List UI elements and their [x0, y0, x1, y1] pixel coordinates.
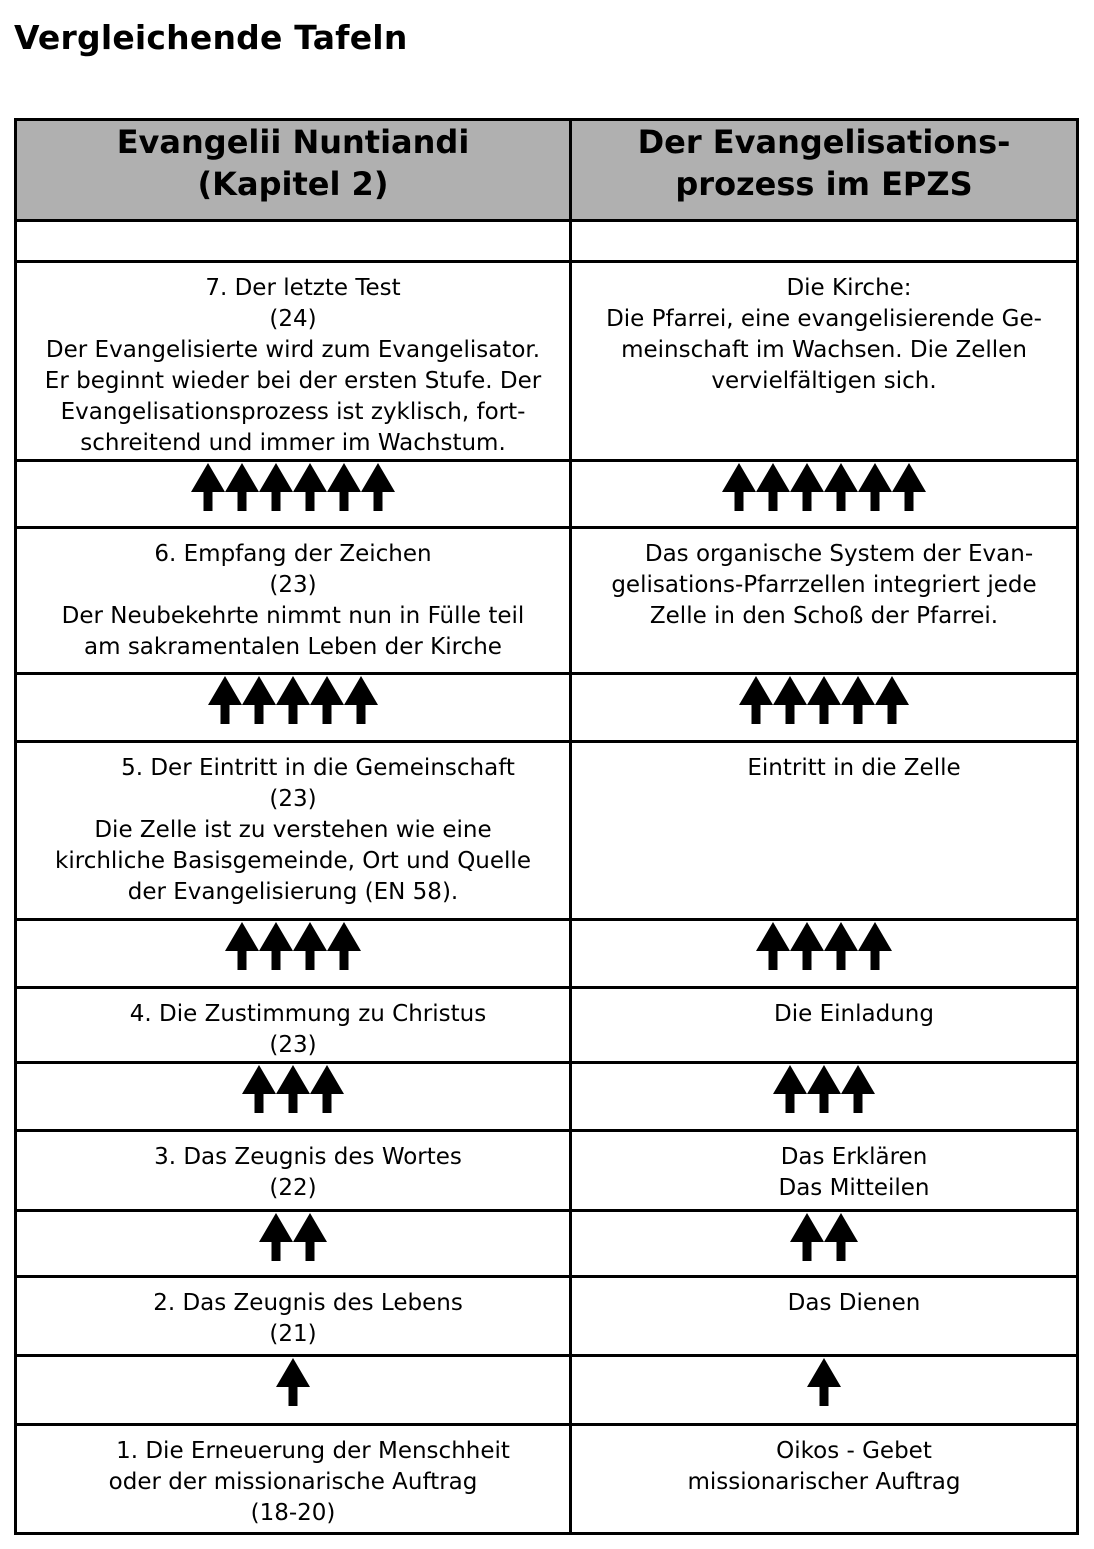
step-title: 3. Das Zeugnis des Wortes — [154, 1144, 462, 1170]
up-arrow-icon — [241, 675, 277, 725]
arrow-cell-right — [571, 1356, 1078, 1425]
step-left-cell — [16, 1131, 571, 1211]
header-row — [16, 120, 1078, 221]
step-ref: (23) — [269, 1032, 317, 1058]
step-text-line: Das organische System der Evan- — [644, 541, 1034, 567]
header-left-line: (Kapitel 2) — [197, 165, 389, 203]
arrow-cell-left — [16, 1063, 571, 1131]
up-arrow-icon — [823, 921, 859, 971]
arrow-row — [16, 674, 1078, 742]
step-text-line: vervielfältigen sich. — [711, 368, 937, 394]
up-arrow-icon — [292, 921, 328, 971]
step-text-line: Das Dienen — [787, 1290, 921, 1316]
up-arrow-icon — [275, 1064, 311, 1114]
step-text-line: Das Mitteilen — [778, 1175, 930, 1201]
step-left-cell — [16, 1277, 571, 1356]
page-title: Vergleichende Tafeln — [14, 18, 408, 57]
step-row — [16, 528, 1078, 674]
step-text-line: Eintritt in die Zelle — [747, 755, 961, 781]
up-arrow-icon — [309, 1064, 345, 1114]
arrow-cell-right — [571, 674, 1078, 742]
arrow-cell-left — [16, 1356, 571, 1425]
step-text-line: Die Kirche: — [786, 275, 912, 301]
step-text-line: schreitend und immer im Wachstum. — [80, 430, 506, 456]
step-title: 2. Das Zeugnis des Lebens — [153, 1290, 463, 1316]
arrow-row — [16, 1356, 1078, 1425]
step-title: 4. Die Zustimmung zu Christus — [129, 1001, 487, 1027]
up-arrow-icon — [224, 462, 260, 512]
step-row — [16, 988, 1078, 1063]
up-arrow-icon — [823, 462, 859, 512]
up-arrow-icon — [190, 462, 226, 512]
arrow-cell-right — [571, 1211, 1078, 1277]
up-arrow-icon — [857, 462, 893, 512]
step-row — [16, 1425, 1078, 1534]
step-title: 7. Der letzte Test — [205, 275, 401, 301]
up-arrow-icon — [258, 1212, 294, 1262]
arrow-row — [16, 1211, 1078, 1277]
step-right-cell — [571, 528, 1078, 674]
step-row — [16, 742, 1078, 920]
arrow-group — [572, 462, 1076, 512]
up-arrow-icon — [806, 1064, 842, 1114]
step-text-line: kirchliche Basisgemeinde, Ort und Quelle — [55, 848, 531, 874]
arrow-cell-right — [571, 461, 1078, 528]
header-right-line: prozess im EPZS — [675, 165, 973, 203]
step-row — [16, 1131, 1078, 1211]
step-text-line: Das Erklären — [780, 1144, 928, 1170]
arrow-group — [572, 921, 1076, 971]
arrow-cell-left — [16, 674, 571, 742]
step-row — [16, 1277, 1078, 1356]
step-text-line: Der Neubekehrte nimmt nun in Fülle teil — [61, 603, 525, 629]
step-text-line: Die Pfarrei, eine evangelisierende Ge- — [606, 306, 1042, 332]
step-right-cell — [571, 1425, 1078, 1534]
step-text-line: Der Evangelisierte wird zum Evangelisator. — [45, 337, 541, 363]
spacer-row — [16, 221, 1078, 262]
up-arrow-icon — [360, 462, 396, 512]
arrow-group — [17, 1357, 569, 1407]
up-arrow-icon — [840, 1064, 876, 1114]
header-right — [571, 120, 1078, 221]
arrow-group — [572, 1212, 1076, 1262]
step-row — [16, 262, 1078, 461]
up-arrow-icon — [789, 462, 825, 512]
arrow-group — [572, 675, 1076, 725]
step-ref: (24) — [269, 306, 317, 332]
step-text-line: missionarischer Auftrag — [687, 1469, 961, 1495]
arrow-group — [17, 921, 569, 971]
arrow-group — [17, 462, 569, 512]
arrow-cell-left — [16, 1211, 571, 1277]
step-left-cell — [16, 528, 571, 674]
up-arrow-icon — [891, 462, 927, 512]
arrow-group — [17, 1064, 569, 1114]
up-arrow-icon — [772, 675, 808, 725]
up-arrow-icon — [326, 921, 362, 971]
up-arrow-icon — [721, 462, 757, 512]
arrow-group — [572, 1357, 1076, 1407]
up-arrow-icon — [275, 675, 311, 725]
up-arrow-icon — [292, 1212, 328, 1262]
spacer-cell-left — [16, 221, 571, 262]
step-text-line: Oikos - Gebet — [776, 1438, 932, 1464]
step-left-cell — [16, 262, 571, 461]
up-arrow-icon — [840, 675, 876, 725]
up-arrow-icon — [806, 1357, 842, 1407]
step-text-line: Evangelisationsprozess ist zyklisch, fort- — [60, 399, 526, 425]
up-arrow-icon — [292, 462, 328, 512]
up-arrow-icon — [874, 675, 910, 725]
up-arrow-icon — [823, 1212, 859, 1262]
arrow-cell-left — [16, 920, 571, 988]
step-text-line: meinschaft im Wachsen. Die Zellen — [621, 337, 1027, 363]
arrow-group — [572, 1064, 1076, 1114]
up-arrow-icon — [258, 462, 294, 512]
arrow-cell-right — [571, 920, 1078, 988]
step-title: 5. Der Eintritt in die Gemeinschaft — [121, 755, 515, 781]
step-text-line: Zelle in den Schoß der Pfarrei. — [649, 603, 999, 629]
up-arrow-icon — [224, 921, 260, 971]
step-text-line: gelisations-Pfarrzellen integriert jede — [611, 572, 1037, 598]
up-arrow-icon — [275, 1357, 311, 1407]
step-ref: (21) — [269, 1321, 317, 1347]
step-title: 6. Empfang der Zeichen — [154, 541, 432, 567]
step-text-line: Die Zelle ist zu verstehen wie eine — [94, 817, 492, 843]
comparison-table — [14, 118, 1079, 1535]
arrow-group — [17, 1212, 569, 1262]
up-arrow-icon — [789, 921, 825, 971]
up-arrow-icon — [258, 921, 294, 971]
step-left-cell — [16, 988, 571, 1063]
step-text-line: Die Einladung — [774, 1001, 934, 1027]
up-arrow-icon — [755, 921, 791, 971]
arrow-row — [16, 461, 1078, 528]
step-right-cell — [571, 1131, 1078, 1211]
step-ref: (23) — [269, 572, 317, 598]
up-arrow-icon — [207, 675, 243, 725]
header-right-line: Der Evangelisations- — [637, 123, 1011, 161]
step-text-line: der Evangelisierung (EN 58). — [127, 879, 459, 905]
step-ref: (22) — [269, 1175, 317, 1201]
step-ref: (18-20) — [250, 1500, 336, 1526]
step-text-line: Er beginnt wieder bei der ersten Stufe. Der — [44, 368, 542, 394]
header-left — [16, 120, 571, 221]
step-text-line: oder der missionarische Auftrag — [108, 1469, 478, 1495]
up-arrow-icon — [755, 462, 791, 512]
step-right-cell — [571, 1277, 1078, 1356]
spacer-cell-right — [571, 221, 1078, 262]
up-arrow-icon — [789, 1212, 825, 1262]
step-text-line: am sakramentalen Leben der Kirche — [84, 634, 502, 660]
arrow-cell-right — [571, 1063, 1078, 1131]
step-right-cell — [571, 262, 1078, 461]
up-arrow-icon — [241, 1064, 277, 1114]
up-arrow-icon — [806, 675, 842, 725]
arrow-cell-left — [16, 461, 571, 528]
step-ref: (23) — [269, 786, 317, 812]
up-arrow-icon — [343, 675, 379, 725]
up-arrow-icon — [326, 462, 362, 512]
step-right-cell — [571, 988, 1078, 1063]
up-arrow-icon — [857, 921, 893, 971]
step-left-cell — [16, 742, 571, 920]
up-arrow-icon — [772, 1064, 808, 1114]
arrow-row — [16, 920, 1078, 988]
step-left-cell — [16, 1425, 571, 1534]
up-arrow-icon — [738, 675, 774, 725]
up-arrow-icon — [309, 675, 345, 725]
header-left-line: Evangelii Nuntiandi — [116, 123, 470, 161]
step-title: 1. Die Erneuerung der Menschheit — [116, 1438, 510, 1464]
arrow-row — [16, 1063, 1078, 1131]
arrow-group — [17, 675, 569, 725]
step-right-cell — [571, 742, 1078, 920]
